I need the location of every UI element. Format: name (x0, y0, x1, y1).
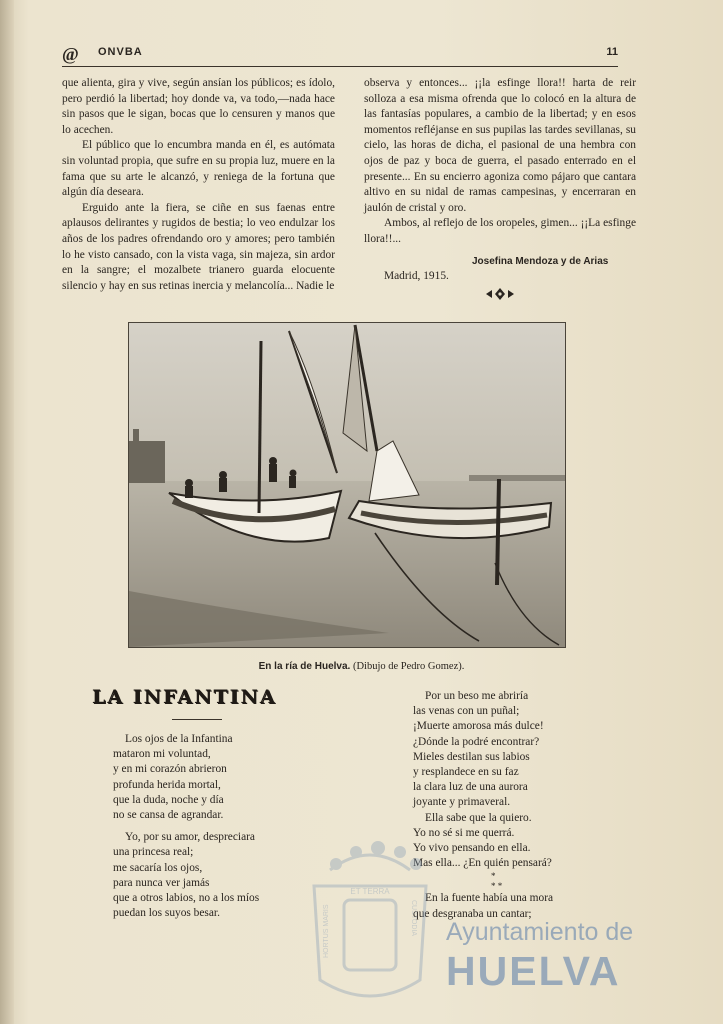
page-number: 11 (606, 46, 618, 58)
caption-title: En la ría de Huelva. (258, 661, 351, 672)
boats-drawing (129, 323, 565, 647)
verse-line: que a otros labios, no a los míos (113, 892, 260, 905)
verse-line: ¿Dónde la podré encontrar? (413, 735, 540, 748)
verse-line: me sacaría los ojos, (113, 861, 203, 874)
watermark-line2: HUELVA (446, 948, 621, 994)
verse-line: mataron mi voluntad, (113, 748, 211, 761)
verse-line: que desgranaba un cantar; (413, 907, 532, 920)
verse-line: puedan los suyos besar. (113, 907, 220, 920)
illustration-caption (0, 661, 723, 672)
verse-line: En la fuente había una mora (425, 892, 554, 905)
article-left-column (62, 76, 335, 294)
article-place-date: Madrid, 1915. (384, 270, 449, 282)
verse-line: y en mi corazón abrieron (113, 763, 227, 776)
stanza-separator: * * * (491, 871, 503, 892)
verse-line: profunda herida mortal, (113, 778, 221, 791)
magazine-title: ONVBA (98, 46, 143, 58)
paragraph: Ambos, al reflejo de los oropeles, gimen... ¡¡La esfinge llora!!... (364, 217, 636, 245)
verse-line: una princesa real; (113, 846, 194, 859)
verse-line: ¡Muerte amorosa más dulce! (413, 720, 544, 733)
verse-line: Mas ella... ¿En quién pensará? (413, 857, 552, 870)
verse-line: Mieles destilan sus labios (413, 750, 530, 763)
verse-line: no se cansa de agrandar. (113, 809, 224, 822)
paragraph: observa y entonces... ¡¡la esfinge llora!! harta de reir solloza a esa misma ofrenda que lo colocó en la altura de las fantasías populares, a cambio de la libertad; y en esos momentos refléjanse en sus pupilas las tardes sevillanas, su cielo, las horas de dicha, el pasional de una hembra con ojos de paz y boca de guerra, el pasado enterrado en el presente... En su encierro agoniza como pájaro que cantara altivo en su nidal de ramas campesinas, y encerraran en jaulón de cristal y oro. (364, 77, 636, 214)
article-signature: Josefina Mendoza y de Arias (472, 256, 609, 267)
verse-line: Yo no sé si me querrá. (413, 826, 515, 839)
verse-line: Los ojos de la Infantina (125, 733, 233, 745)
watermark-shield-text: ET TERRA (350, 887, 390, 896)
verse-line: Ella sabe que la quiero. (425, 811, 532, 824)
poem-title: LA INFANTINA (92, 686, 277, 708)
magazine-logo: @ (62, 44, 79, 64)
caption-credit: (Dibujo de Pedro Gomez). (352, 661, 465, 672)
page-fold-shadow (0, 0, 14, 1024)
paragraph: El público que lo encumbra manda en él, es autómata sin voluntad propia, que sufre en su propia luz, muere en la fama que su arte le alcanzó, y reniega de la fortuna que algún día deseara. (62, 139, 335, 199)
verse-line: que la duda, noche y día (113, 793, 224, 806)
verse-line: joyante y primaveral. (413, 796, 511, 809)
verse-line: Yo vivo pensando en ella. (413, 842, 531, 855)
verse-line: Yo, por su amor, despreciara (125, 831, 255, 844)
title-divider (172, 719, 222, 720)
verse-line: la clara luz de una aurora (413, 781, 528, 794)
verse-line: para nunca ver jamás (113, 876, 210, 889)
paragraph: Erguido ante la fiera, se ciñe en sus faenas entre aplausos delirantes y rugidos de bestia; lo veo endulzar los años de los padres ofrendando oro y amores; pero también lo he visto cansado, con la vista vaga, sin majeza, sin ardor en la sangre; el mozalbete trianero guarda elocuente silencio y hay en sus retinas inercia y melancolía... Nadie le (62, 201, 335, 292)
page-header (62, 44, 618, 67)
watermark-shield-right: CUSTODIA (410, 900, 417, 937)
watermark-shield-left: HORTUS MARIS (323, 904, 330, 958)
illustration-boats (128, 322, 566, 648)
watermark-line1: Ayuntamiento de (446, 918, 634, 946)
paragraph: que alienta, gira y vive, según ansían los públicos; es ídolo, pero perdió la libertad; hoy donde va, va todo,—nada hace sin pasos que le sigan, bocas que lo censuren y manos que lo acechen. (62, 77, 335, 136)
verse-line: las venas con un puñal; (413, 705, 520, 718)
verse-line: y resplandece en su faz (413, 766, 519, 779)
verse-line: Por un beso me abriría (425, 690, 529, 702)
ornament-icon (484, 287, 516, 301)
article-right-column (364, 76, 636, 248)
